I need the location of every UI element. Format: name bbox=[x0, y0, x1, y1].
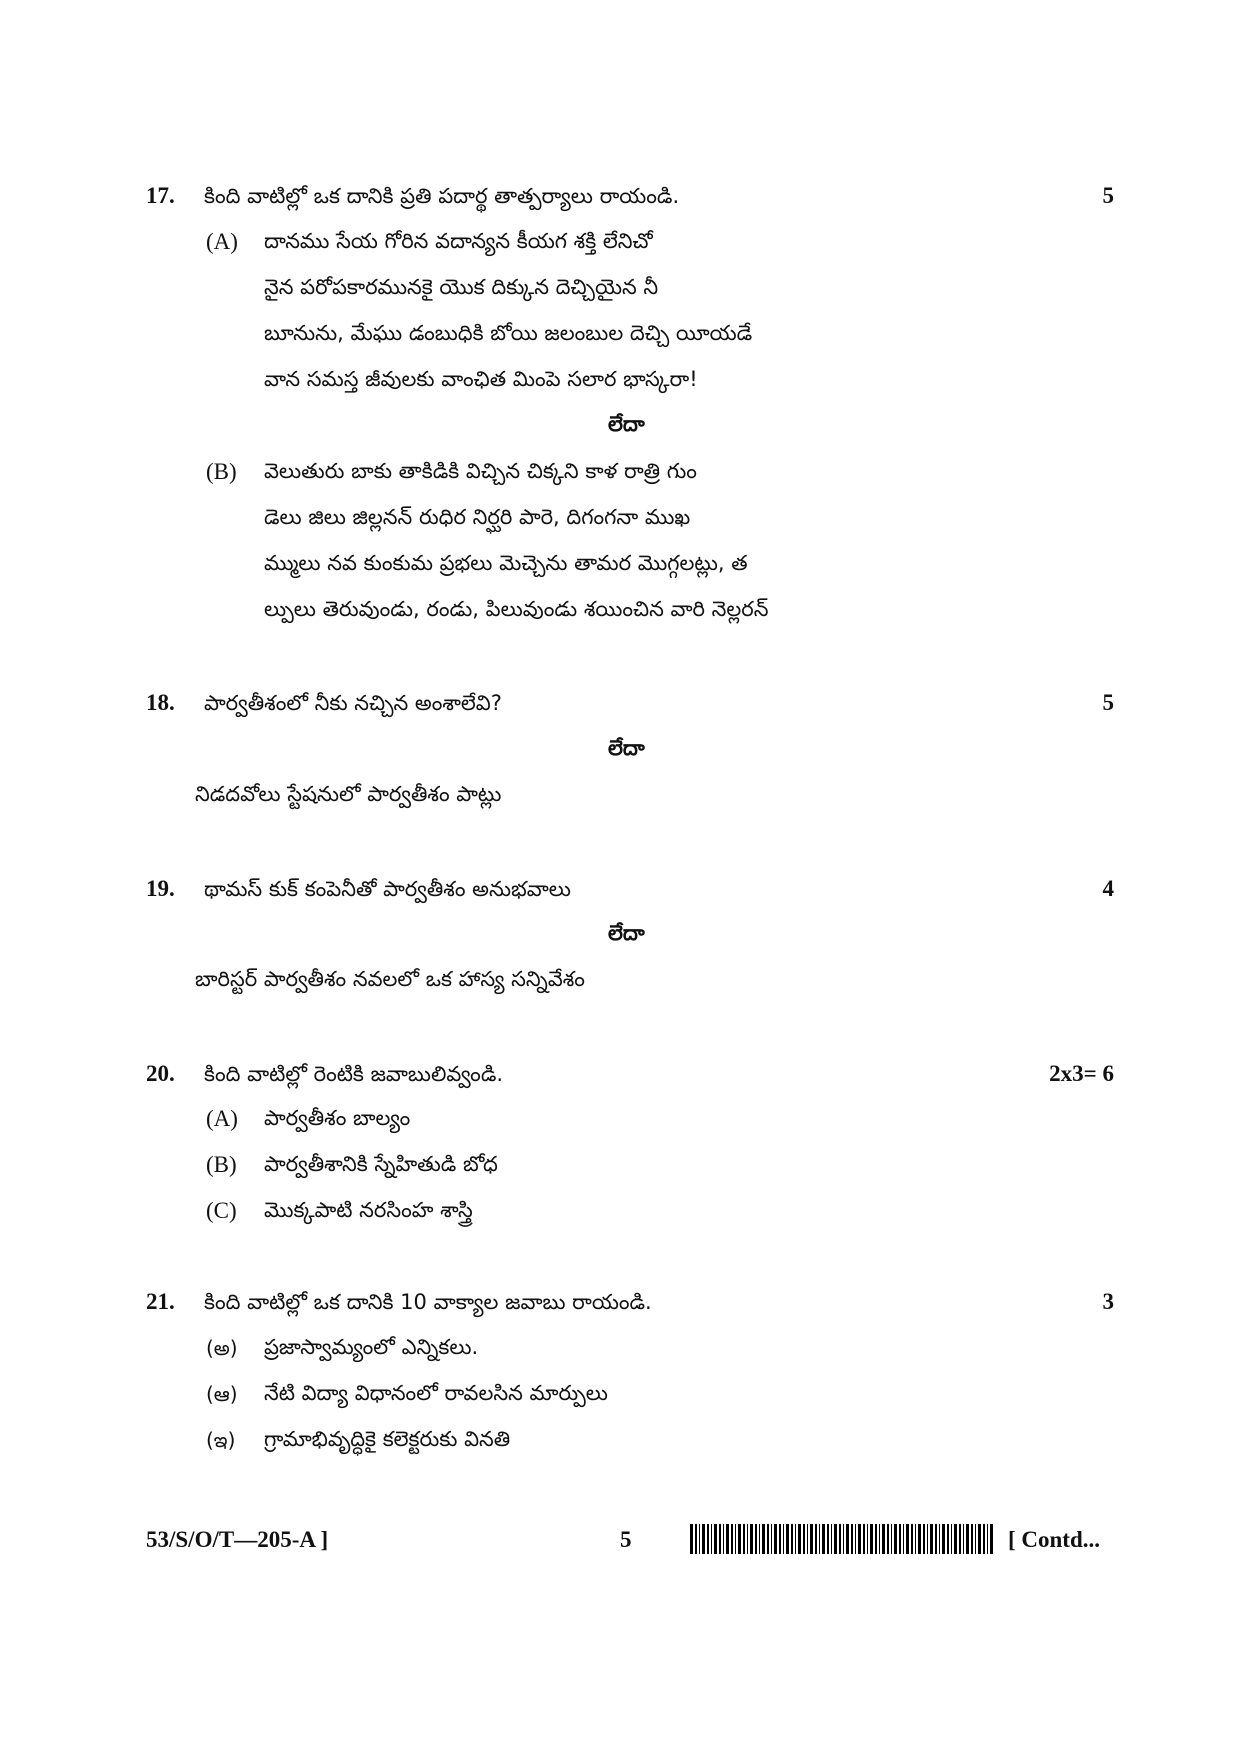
q20-number: 20. bbox=[146, 1061, 175, 1086]
q20-option-label: (A) bbox=[206, 1106, 238, 1131]
q20-option-label: (C) bbox=[206, 1198, 237, 1223]
q21-option-label: (ఆ) bbox=[206, 1382, 238, 1406]
q18-alt: నిడదవోలు స్టేషనులో పార్వతీశం పాట్లు bbox=[195, 782, 502, 806]
q17-number: 17. bbox=[146, 183, 175, 208]
q19-alt: బారిస్టర్ పార్వతీశం నవలలో ఒక హాస్య సన్నివేశం bbox=[195, 967, 585, 991]
q17-b-line: డెలు జిలు జిల్లనన్ రుధిర నిర్ఘరి పారె, దిగంగనా ముఖ bbox=[264, 505, 691, 529]
q19-text: థామస్ కుక్ కంపెనీతో పార్వతీశం అనుభవాలు bbox=[204, 877, 571, 901]
q17-a-line: వాన సమస్త జీవులకు వాంఛిత మింపె సలార భాస్కరా! bbox=[264, 367, 698, 391]
q17-b-line: వెలుతురు బాకు తాకిడికి విచ్చిన చిక్కని కాళ రాత్రి గుం bbox=[264, 459, 697, 483]
q20-marks: 2x3= 6 bbox=[1049, 1061, 1114, 1086]
q17-option-b-label: (B) bbox=[206, 459, 237, 484]
q17-a-line: బూనును, మేఘు డంబుధికి బోయి జలంబుల దెచ్చి యీయడే bbox=[264, 321, 753, 345]
q17-a-line: నైన పరోపకారమునకై యొక దిక్కున దెచ్చియైన నీ bbox=[264, 275, 659, 299]
q21-option-label: (ఇ) bbox=[206, 1428, 236, 1452]
q21-option-text: గ్రామాభివృద్ధికై కలెక్టరుకు వినతి bbox=[264, 1427, 511, 1451]
q18-or: లేదా bbox=[608, 736, 645, 760]
q17-text: కింది వాటిల్లో ఒక దానికి ప్రతి పదార్థ తాత్పర్యాలు రాయండి. bbox=[204, 184, 680, 208]
q21-option-text: ప్రజాస్వామ్యంలో ఎన్నికలు. bbox=[264, 1335, 479, 1359]
paper-code: 53/S/O/T—205-A ] bbox=[146, 1527, 329, 1552]
q17-a-line: దానము సేయ గోరిన వదాన్యన కీయగ శక్తి లేనిచో bbox=[264, 229, 653, 253]
contd-label: [ Contd... bbox=[1008, 1527, 1101, 1552]
q18-number: 18. bbox=[146, 690, 175, 715]
q20-option-text: పార్వతీశానికి స్నేహితుడి బోధ bbox=[264, 1152, 498, 1176]
q17-b-line: ల్పులు తెరువుండు, రండు, పిలువుండు శయించిన వారి నెల్లరన్ bbox=[264, 597, 769, 621]
page-number: 5 bbox=[620, 1527, 632, 1552]
q21-option-text: నేటి విద్యా విధానంలో రావలసిన మార్పులు bbox=[264, 1381, 608, 1405]
q21-marks: 3 bbox=[1102, 1289, 1114, 1314]
q21-option-label: (అ) bbox=[206, 1336, 238, 1360]
q18-marks: 5 bbox=[1102, 690, 1114, 715]
q17-b-line: మ్ములు నవ కుంకుమ ప్రభలు మెచ్చెను తామర మొగ్గలట్లు, త bbox=[264, 551, 748, 575]
q19-or: లేదా bbox=[608, 921, 645, 945]
q17-marks: 5 bbox=[1102, 183, 1114, 208]
q17-option-a-label: (A) bbox=[206, 229, 238, 254]
q20-option-label: (B) bbox=[206, 1152, 237, 1177]
q21-number: 21. bbox=[146, 1289, 175, 1314]
q20-option-text: మొక్కపాటి నరసింహ శాస్త్రి bbox=[264, 1198, 473, 1222]
barcode bbox=[690, 1524, 996, 1554]
q19-marks: 4 bbox=[1102, 876, 1114, 901]
q17-or: లేదా bbox=[608, 412, 645, 436]
q20-option-text: పార్వతీశం బాల్యం bbox=[264, 1106, 411, 1130]
q20-text: కింది వాటిల్లో రెంటికి జవాబులివ్వండి. bbox=[204, 1062, 504, 1086]
q19-number: 19. bbox=[146, 876, 175, 901]
q18-text: పార్వతీశంలో నీకు నచ్చిన అంశాలేవి? bbox=[204, 691, 502, 715]
q21-text: కింది వాటిల్లో ఒక దానికి 10 వాక్యాల జవాబు రాయండి. bbox=[204, 1290, 652, 1314]
